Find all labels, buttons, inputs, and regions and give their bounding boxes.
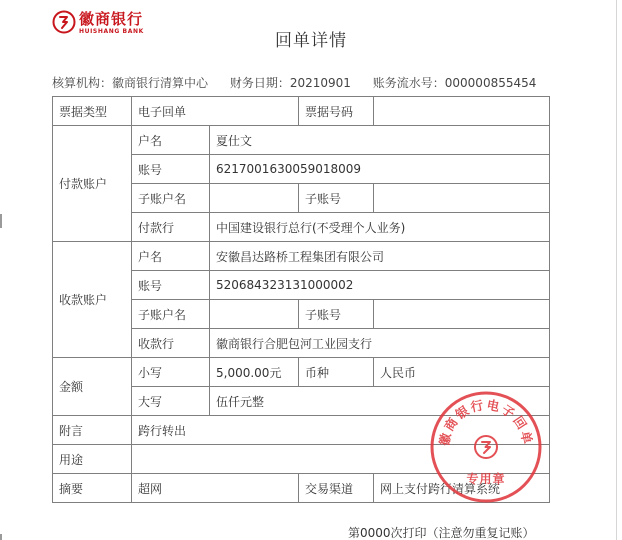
payee-sub-no-label: 子账号 xyxy=(299,300,374,329)
table-row xyxy=(53,126,550,155)
payer-bank-value: 中国建设银行总行(不受理个人业务) xyxy=(210,213,550,242)
table-row xyxy=(53,358,550,387)
payee-sub-name-label: 子账户名 xyxy=(132,300,210,329)
payee-sub-no-value xyxy=(374,300,550,329)
page-edge xyxy=(616,0,617,540)
bill-no-value xyxy=(374,97,550,126)
page-edge-mark xyxy=(0,214,2,228)
payee-sub-name-value xyxy=(210,300,299,329)
meta-date: 财务日期：20210901 xyxy=(229,76,351,90)
seal-center-text: 专用章 xyxy=(466,472,506,486)
amount-section-label: 金额 xyxy=(53,358,132,416)
payer-name-value: 夏仕文 xyxy=(210,126,550,155)
seal-emblem-icon xyxy=(475,436,497,458)
table-row xyxy=(53,97,550,126)
amount-big-value: 伍仟元整 xyxy=(210,387,550,416)
bill-no-label: 票据号码 xyxy=(299,97,374,126)
bank-name-en: HUISHANG BANK xyxy=(79,28,144,35)
payer-sub-no-value xyxy=(374,184,550,213)
channel-value: 网上支付跨行清算系统 xyxy=(374,474,550,503)
payee-section-label: 收款账户 xyxy=(53,242,132,358)
page-title: 回单详情 xyxy=(275,31,347,51)
payee-bank-value: 徽商银行合肥包河工业园支行 xyxy=(210,329,550,358)
meta-org: 核算机构：徽商银行清算中心 xyxy=(52,76,209,90)
payee-account-label: 账号 xyxy=(132,271,210,300)
bill-type-value: 电子回单 xyxy=(132,97,299,126)
page-edge-mark xyxy=(0,534,2,540)
remark-value: 跨行转出 xyxy=(132,416,550,445)
print-count-note: 第0000次打印（注意勿重复记账） xyxy=(348,526,535,540)
payer-section-label: 付款账户 xyxy=(53,126,132,242)
currency-value: 人民币 xyxy=(374,358,550,387)
currency-label: 币种 xyxy=(299,358,374,387)
payer-bank-label: 付款行 xyxy=(132,213,210,242)
bank-name-cn: 徽商银行 xyxy=(79,10,144,28)
amount-small-label: 小写 xyxy=(132,358,210,387)
payee-name-value: 安徽昌达路桥工程集团有限公司 xyxy=(210,242,550,271)
payer-account-value: 6217001630059018009 xyxy=(210,155,550,184)
summary-value: 超网 xyxy=(132,474,299,503)
receipt-meta xyxy=(52,75,554,91)
table-row xyxy=(53,242,550,271)
channel-label: 交易渠道 xyxy=(299,474,374,503)
payer-sub-name-label: 子账户名 xyxy=(132,184,210,213)
payer-account-label: 账号 xyxy=(132,155,210,184)
amount-small-value: 5,000.00元 xyxy=(210,358,299,387)
payer-sub-name-value xyxy=(210,184,299,213)
meta-serial: 账务流水号：000000855454 xyxy=(372,76,537,90)
payee-bank-label: 收款行 xyxy=(132,329,210,358)
amount-big-label: 大写 xyxy=(132,387,210,416)
payee-name-label: 户名 xyxy=(132,242,210,271)
payer-sub-no-label: 子账号 xyxy=(299,184,374,213)
remark-label: 附言 xyxy=(53,416,132,445)
bill-type-label: 票据类型 xyxy=(53,97,132,126)
summary-label: 摘要 xyxy=(53,474,132,503)
payee-account-value: 520684323131000002 xyxy=(210,271,550,300)
seal-ring-text: 徽商银行电子回单 xyxy=(436,396,536,448)
electronic-seal xyxy=(428,389,544,505)
payer-name-label: 户名 xyxy=(132,126,210,155)
purpose-label: 用途 xyxy=(53,445,132,474)
